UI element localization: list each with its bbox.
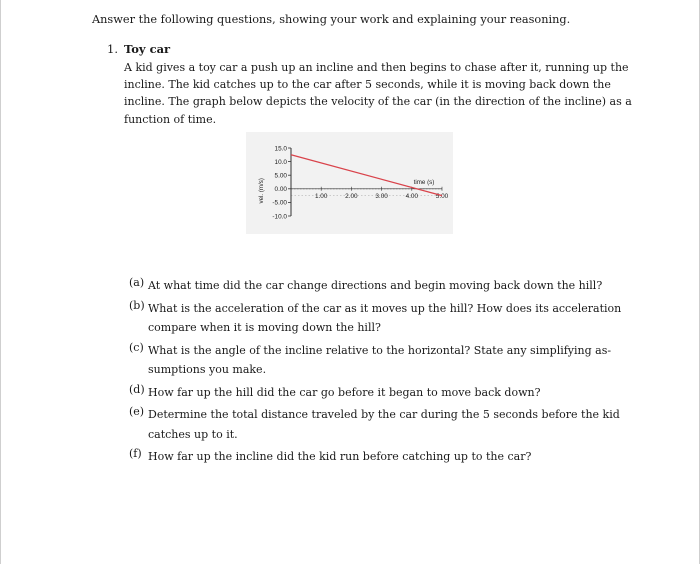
sub-questions	[129, 276, 622, 470]
x-tick-label: 5.00	[435, 192, 449, 200]
question-body-line: incline. The kid catches up to the car after 5 seconds, while it is moving back down the	[124, 78, 611, 92]
sub-question-label: (b)	[129, 298, 145, 312]
question-body-line: incline. The graph below depicts the velocity of the car (in the direction of the incline) as a	[124, 95, 632, 109]
sub-question-label: (a)	[129, 276, 145, 289]
x-tick-label: 2.00	[345, 192, 358, 200]
sub-question-text: How far up the hill did the car go before it began to move back down?	[148, 385, 541, 399]
sub-question-text: catches up to it.	[148, 427, 238, 441]
sub-question-label: (e)	[129, 405, 145, 418]
sub-question-text: Determine the total distance traveled by the car during the 5 seconds before the kid	[148, 408, 620, 421]
y-axis-label: vel. (m/s)	[258, 178, 265, 204]
sub-question-text: At what time did the car change directions and begin moving back down the hill?	[148, 279, 603, 292]
sub-question-label: (f)	[129, 447, 142, 460]
y-tick-label: 10.0	[274, 158, 287, 166]
sub-question-label: (d)	[129, 382, 145, 396]
question-title: Toy car	[124, 42, 171, 56]
y-tick-label: 15.0	[274, 145, 287, 153]
velocity-line	[291, 155, 442, 196]
y-tick-label: -5.00	[272, 199, 287, 207]
sub-question-c	[129, 340, 612, 380]
instructions: Answer the following questions, showing your work and explaining your reasoning.	[92, 13, 571, 26]
x-tick-label: 4.00	[405, 192, 419, 200]
x-axis-label: time (s)	[413, 178, 435, 186]
sub-question-text: compare when it is moving down the hill?	[148, 321, 381, 334]
sub-question-f	[129, 447, 609, 467]
sub-question-label: (c)	[129, 340, 144, 354]
x-tick-label: 1.00	[314, 192, 328, 200]
sub-question-text: What is the acceleration of the car as it moves up the hill? How does its acceleration	[148, 301, 622, 315]
sub-question-b	[129, 298, 622, 338]
sub-question-text: sumptions you make.	[148, 363, 267, 376]
sub-question-e	[129, 405, 620, 444]
y-tick-label: 0.00	[274, 186, 287, 194]
sub-question-text: What is the angle of the incline relative to the horizontal? State any simplifying as-	[148, 343, 612, 357]
sub-question-a	[129, 276, 609, 296]
y-tick-label: 5.00	[274, 172, 287, 180]
question-number: 1.	[107, 42, 118, 56]
question-body-line: function of time.	[124, 112, 217, 126]
velocity-chart-svg	[246, 132, 453, 234]
sub-question-text: How far up the incline did the kid run before catching up to the car?	[148, 450, 532, 463]
question-body	[124, 59, 632, 128]
sub-question-d	[129, 383, 609, 403]
velocity-graph	[246, 132, 453, 234]
x-tick-label: 3.00	[375, 192, 388, 200]
question-body-line: A kid gives a toy car a push up an incline and then begins to chase after it, running up the	[124, 61, 629, 74]
y-tick-label: -10.0	[272, 213, 287, 221]
page-edge-left	[0, 0, 1, 564]
